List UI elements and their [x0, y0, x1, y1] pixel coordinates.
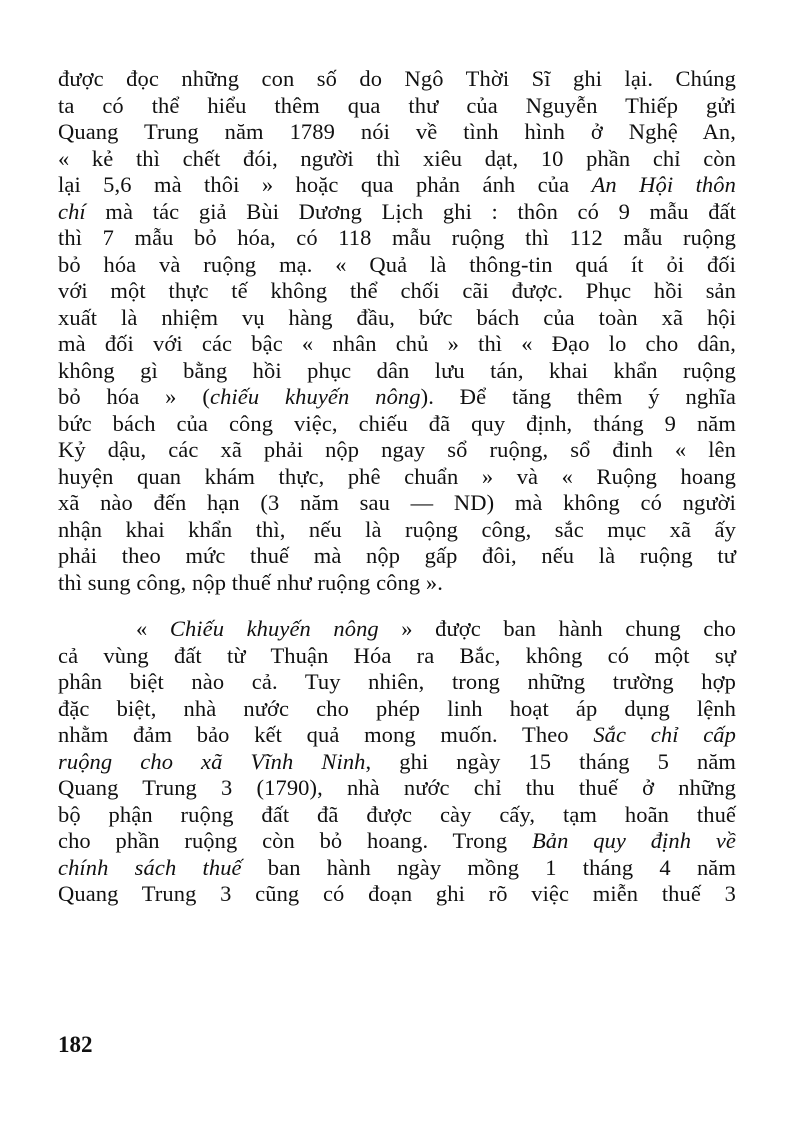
italic-title: ruộng cho xã Vĩnh Ninh — [58, 748, 366, 774]
text-span: » được ban hành chung cho — [378, 616, 736, 641]
text-line: nhận khai khẩn thì, nếu là ruộng công, sắc mục xã ấy — [58, 516, 736, 542]
italic-title: Bản quy định về — [531, 828, 736, 853]
text-span: , ghi ngày 15 tháng 5 năm — [365, 748, 737, 774]
text-span: nhằm đảm bảo kết quả mong muốn. Theo — [58, 722, 594, 747]
italic-title: Chiếu khuyến nông — [169, 616, 379, 641]
text-line — [58, 855, 736, 882]
text-line: ta có thể hiểu thêm qua thư của Nguyễn Thiếp gửi — [58, 92, 736, 118]
text-line: phải theo mức thuế mà nộp gấp đôi, nếu là ruộng tư — [58, 543, 736, 568]
document-page — [58, 66, 736, 908]
text-span: mà tác giả Bùi Dương Lịch ghi : thôn có 9 mẫu đất — [85, 198, 736, 224]
text-span: bỏ hóa » ( — [58, 384, 210, 409]
paragraph-1 — [58, 66, 736, 596]
text-line — [58, 722, 736, 749]
text-line: với một thực tế không thể chối cãi được. Phục hồi sản — [58, 278, 736, 303]
text-span: « — [136, 616, 170, 641]
italic-title: Sắc chỉ cấp — [593, 722, 737, 747]
text-line — [58, 384, 736, 411]
text-line: đặc biệt, nhà nước cho phép linh hoạt áp dụng lệnh — [58, 695, 736, 721]
text-line: thì sung công, nộp thuế như ruộng công ». — [58, 569, 444, 595]
text-line — [58, 828, 736, 855]
text-line: xuất là nhiệm vụ hàng đầu, bức bách của toàn xã hội — [58, 304, 736, 330]
text-span: ). Để tăng thêm ý nghĩa — [420, 384, 736, 409]
paragraph-2 — [58, 616, 736, 908]
text-line: huyện quan khám thực, phê chuẩn » và « Ruộng hoang — [58, 463, 736, 489]
text-line — [58, 616, 736, 643]
italic-title: chính sách thuế — [58, 854, 242, 880]
text-line: thì 7 mẫu bỏ hóa, có 118 mẫu ruộng thì 112 mẫu ruộng — [58, 225, 736, 250]
text-line — [58, 172, 736, 199]
text-line: bỏ hóa và ruộng mạ. « Quả là thông-tin quá ít ỏi đối — [58, 251, 736, 277]
text-line: Quang Trung 3 cũng có đoạn ghi rõ việc miễn thuế 3 — [58, 881, 736, 906]
page-number: 182 — [58, 1032, 93, 1057]
text-line: bộ phận ruộng đất đã được cày cấy, tạm hoãn thuế — [58, 801, 736, 827]
italic-title: chiếu khuyến nông — [209, 384, 421, 409]
paragraph-gap — [58, 596, 736, 616]
text-span: cho phần ruộng còn bỏ hoang. Trong — [58, 828, 532, 853]
text-line: được đọc những con số do Ngô Thời Sĩ ghi lại. Chúng — [58, 66, 736, 91]
text-line: phân biệt nào cả. Tuy nhiên, trong những trường hợp — [58, 669, 736, 694]
text-line: mà đối với các bậc « nhân chủ » thì « Đạo lo cho dân, — [58, 331, 736, 356]
text-line: « kẻ thì chết đói, người thì xiêu dạt, 10 phần chỉ còn — [58, 145, 736, 171]
text-span: lại 5,6 mà thôi » hoặc qua phản ánh của — [58, 172, 592, 197]
text-line — [58, 199, 736, 226]
text-line — [58, 749, 736, 776]
text-line: xã nào đến hạn (3 năm sau — ND) mà không có người — [58, 490, 736, 515]
italic-title: chí — [58, 198, 86, 224]
text-line: không gì bằng hồi phục dân lưu tán, khai khẩn ruộng — [58, 357, 736, 383]
text-span: ban hành ngày mồng 1 tháng 4 năm — [241, 854, 736, 880]
text-line: cả vùng đất từ Thuận Hóa ra Bắc, không có một sự — [58, 642, 736, 668]
text-line: Quang Trung 3 (1790), nhà nước chỉ thu thuế ở những — [58, 775, 736, 800]
italic-title: An Hội thôn — [591, 172, 736, 197]
text-line: Kỷ dậu, các xã phải nộp ngay sổ ruộng, sổ đinh « lên — [58, 437, 736, 462]
text-line: Quang Trung năm 1789 nói về tình hình ở Nghệ An, — [58, 119, 736, 144]
text-line: bức bách của công việc, chiếu đã quy định, tháng 9 năm — [58, 410, 736, 436]
